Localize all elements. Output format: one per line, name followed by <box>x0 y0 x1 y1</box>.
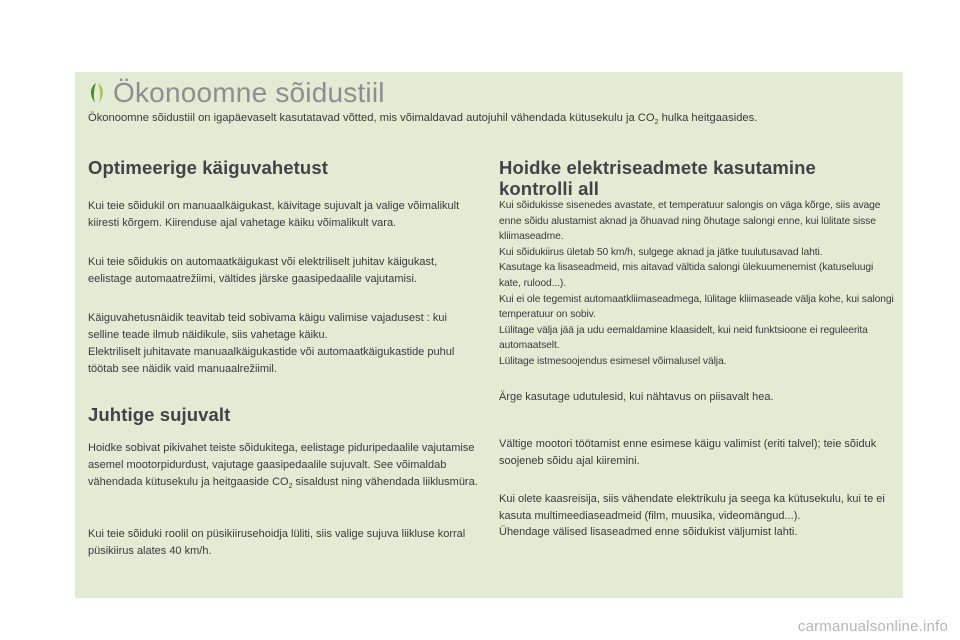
page-title: Ökonoomne sõidustiil <box>113 77 385 108</box>
tip-seat-heating: Lülitage istmesoojendus esimesel võimalusel välja. <box>499 355 727 367</box>
heading-line: Hoidke elektriseadmete kasutamine <box>499 157 816 178</box>
section-heading-electrical-equipment <box>499 157 816 199</box>
intro-subscript: 2 <box>654 119 659 127</box>
paragraph-disconnect-accessories: Ühendage välised lisaseadmed enne sõidukist väljumist lahti. <box>499 526 798 538</box>
intro-text-part: hulka heitgaasides. <box>658 112 758 124</box>
paragraph-gear-indicator: Käiguvahetusnäidik teavitab teid sobivama käigu valimise vajadusest : kui selline teade ilmub näidikule, siis vahetage käiku. <box>88 312 447 341</box>
paragraph-gear-indicator-manual-mode: Elektriliselt juhitavate manuaalkäigukastide või automaatkäigukastide puhul töötab see näidik vaid manuaalrežiimil. <box>88 346 455 375</box>
paragraph-passenger-multimedia: Kui olete kaasreisija, siis vähendate elektrikulu ja seega ka kütusekulu, kui te ei kasuta multimeediaseadmeid (film, muusika, videomängud...). <box>499 493 885 522</box>
paragraph-manual-gearbox: Kui teie sõidukil on manuaalkäigukast, käivitage sujuvalt ja valige võimalikult kiiresti kõrgem. Kiirenduse ajal vahetage käiku võimalikult vara. <box>88 200 460 229</box>
section-heading-gear-shifting: Optimeerige käiguvahetust <box>88 157 328 178</box>
page-header <box>87 76 385 110</box>
tip-speed-windows: Kui sõidukiirus ületab 50 km/h, sulgege aknad ja jätke tuulutusavad lahti. <box>499 246 823 258</box>
paragraph-cruise-control: Kui teie sõiduki roolil on püsikiirusehoidja lüliti, siis valige sujuva liikluse korral püsikiirus alates 40 km/h. <box>88 528 466 557</box>
tip-demist: Lülitage välja jää ja udu eemaldamine klaasidelt, kui neid funktsioone ei reguleerita automaatselt. <box>499 324 868 352</box>
paragraph-text-part: sisaldust ning vähendada liiklusmüra. <box>292 475 478 488</box>
watermark: carmanualsonline.info <box>797 618 948 635</box>
heading-line: kontrolli all <box>499 178 599 199</box>
paragraph-following-distance <box>88 440 478 490</box>
section-heading-smooth-driving: Juhtige sujuvalt <box>88 404 231 425</box>
tip-accessories: Kasutage ka lisaseadmeid, mis aitavad vältida salongi ülekuumenemist (katuseluugi kate, rulood...). <box>499 262 874 289</box>
paragraph-automatic-gearbox: Kui teie sõidukis on automaatkäigukast või elektriliselt juhitav käigukast, eelistage automaatrežiimi, vältides järske gaasipedaalile vajutamisi. <box>88 256 438 285</box>
eco-leaf-icon <box>87 81 107 105</box>
climate-tips-block <box>499 198 894 370</box>
tip-manual-climate: Kui ei ole tegemist automaatkliimaseadmega, lülitage kliimaseade välja kohe, kui salongi temperatuur on sobiv. <box>499 293 894 321</box>
intro-text-part: Ökonoomne sõidustiil on igapäevaselt kasutatavad võtted, mis võimaldavad autojuhil vähendada kütusekulu ja CO <box>88 112 655 124</box>
paragraph-fog-lights: Ärge kasutage udutulesid, kui nähtavus on piisavalt hea. <box>499 391 774 403</box>
paragraph-text-part: Hoidke sobivat pikivahet teiste sõidukitega, eelistage piduripedaalile vajutamise asemel mootorpidurdust, vajutage gaasipedaalile sujuvalt. See võimaldab vähendada kütusekulu ja heitgaaside CO <box>88 442 475 488</box>
intro-text <box>88 112 888 127</box>
co2-subscript: 2 <box>288 482 293 490</box>
tip-hot-cabin: Kui sõidukisse sisenedes avastate, et temperatuur salongis on väga kõrge, siis avage enne sõidu alustamist aknad ja õhuavad ning õhutage salongi enne, kui lülitate sisse kliimaseadme. <box>499 200 881 243</box>
paragraph-engine-idle: Vältige mootori töötamist enne esimese käigu valimist (eriti talvel); teie sõiduk soojeneb sõidu ajal kiiremini. <box>499 438 877 467</box>
